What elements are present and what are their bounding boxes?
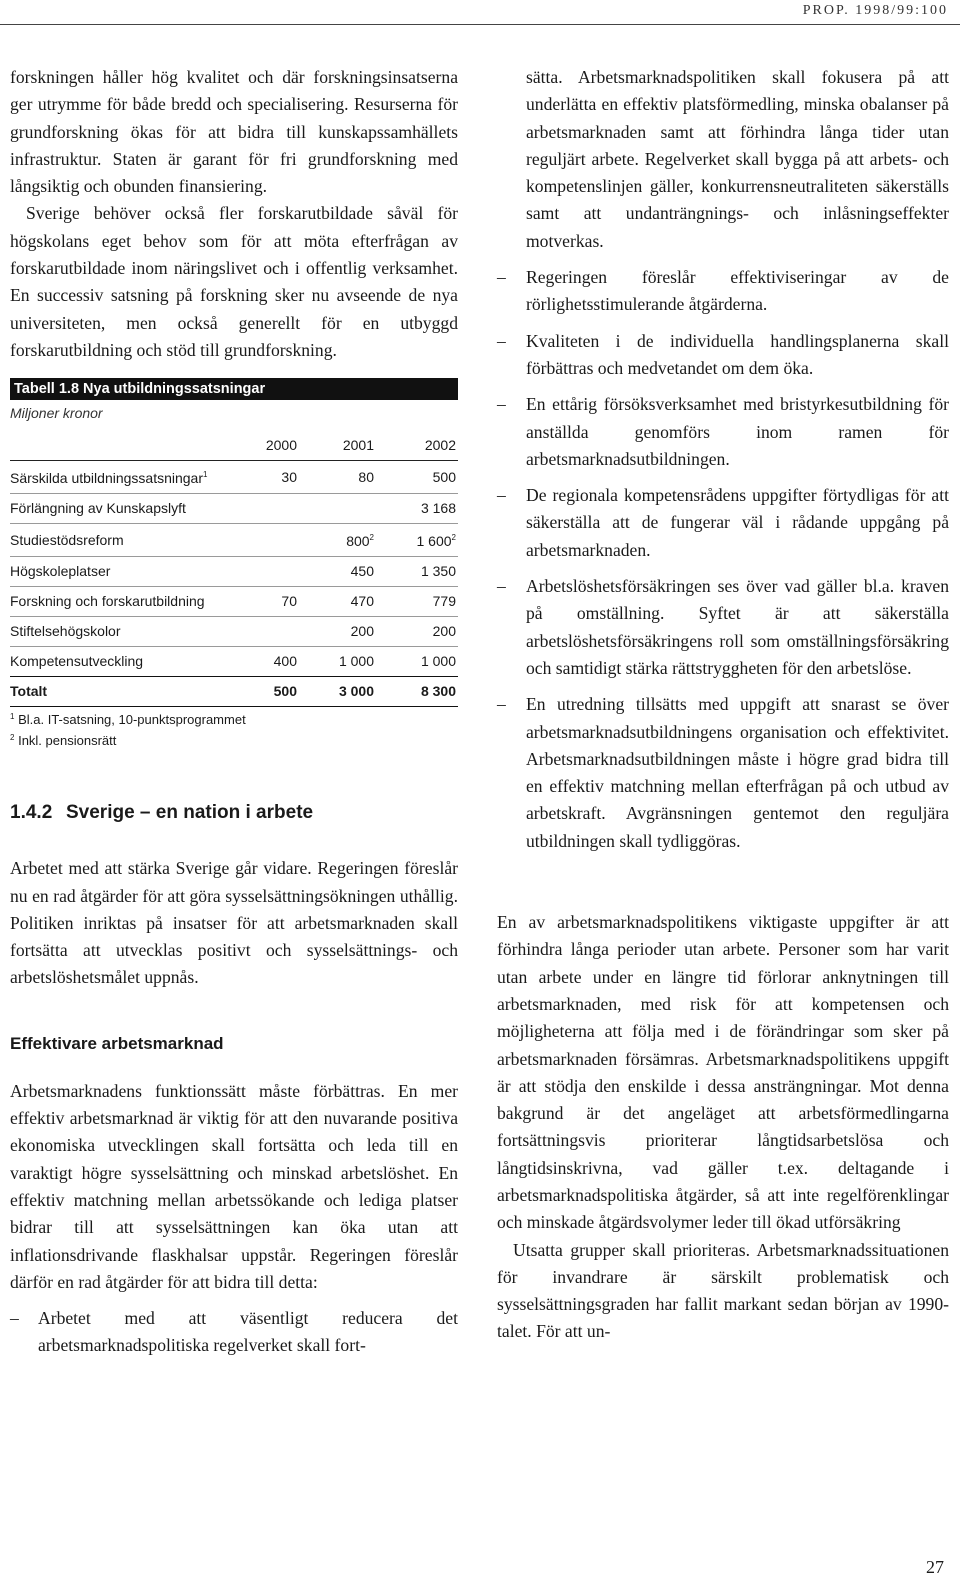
paragraph: Arbetet med att stärka Sverige går vidare. Regeringen föreslår nu en rad åtgärder för att göra sysselsättningsökningen uthållig. Politiken inriktas på insatser för att arbetsmarknaden skall fortsätta att utvecklas positivt och sysselsättnings- och arbetslöshetsmålet uppnås. bbox=[10, 858, 458, 988]
cell-2000: 30 bbox=[281, 468, 297, 485]
table-header-row bbox=[10, 436, 458, 461]
table-row bbox=[10, 524, 458, 557]
cell-2001: 200 bbox=[350, 623, 374, 640]
table-total-row bbox=[10, 677, 458, 707]
total-label: Totalt bbox=[10, 677, 237, 707]
cell-2000 bbox=[237, 557, 299, 587]
cell-2000 bbox=[237, 617, 299, 647]
paragraph: Sverige behöver också fler forskarutbildade såväl för högskolans eget behov som för att möta efterfrågan av forskarutbildade inom näringslivet och i offentlig verksamhet. En successiv satsning på forskning sker nu avseende de nya universiteten, men också generellt för en utbyggd forskarutbildning och stöd till grundforskning. bbox=[10, 203, 458, 360]
bullet-list bbox=[497, 264, 949, 855]
total-2001: 3 000 bbox=[299, 677, 376, 707]
cell-2002: 200 bbox=[432, 623, 456, 640]
dash-icon: – bbox=[497, 267, 506, 288]
paragraph: forskningen håller hög kvalitet och där forskningsinsatserna ger utrymme för både bredd och specialisering. Resurserna för grundforskning ökas för att bidra till kunskapssamhällets infrastruktur. Staten är garant för fri grundforskning med långsiktig och obunden finansiering. bbox=[10, 67, 458, 197]
section-title: Sverige – en nation i arbete bbox=[66, 802, 314, 824]
subheading: Effektivare arbetsmarknad bbox=[10, 1033, 224, 1053]
bullet-item: – Arbetslöshetsförsäkringen ses över vad gäller bl.a. kraven på omställning. Syftet är att säkerställa arbetslöshetsförsäkringens roll som omställningsförsäkring och samtidigt stärka rättstryggheten för den arbetslöse. bbox=[497, 573, 949, 682]
table-row bbox=[10, 617, 458, 647]
column-header: 2002 bbox=[424, 437, 456, 454]
table-row bbox=[10, 461, 458, 494]
header-rule bbox=[0, 24, 960, 25]
section-heading bbox=[10, 801, 458, 825]
left-column bbox=[10, 64, 458, 1369]
cell-2002: 1 350 bbox=[420, 563, 456, 580]
cell-2000 bbox=[237, 524, 299, 557]
cell-2001: $800^2$ bbox=[346, 533, 374, 550]
cell-2000: 400 bbox=[273, 653, 297, 670]
row-label: Särskilda utbildningssatsningar$^1$ bbox=[10, 470, 208, 487]
bullet-item: – Regeringen föreslår effektiviseringar av de rörlighetsstimulerande åtgärderna. bbox=[497, 264, 949, 319]
bullet-continuation: sätta. Arbetsmarknadspolitiken skall fokusera på att underlätta en effektiv platsförmedling, minska obalanser på arbetsmarknaden samt att förhindra långa tider utan reguljärt arbete. Regelverket skall bygga på att arbets- och kompetenslinjen gäller, konkurrensneutraliteten säkerställs samt att undanträngnings- och inlåsningseffekter motverkas. bbox=[526, 67, 949, 251]
cell-2002: 3 168 bbox=[420, 500, 456, 517]
paragraph: Utsatta grupper skall prioriteras. Arbetsmarknadssituationen för invandrare är särskilt problematisk och sysselsättningsgraden har fallit markant sedan början av 1990-talet. För att un- bbox=[497, 1239, 949, 1342]
table-note: $^2$ Inkl. pensionsrätt bbox=[10, 733, 117, 749]
cell-2001: 1 000 bbox=[338, 653, 374, 670]
table-unit: Miljoner kronor bbox=[10, 405, 103, 422]
cell-2001: 470 bbox=[350, 593, 374, 610]
row-label: Kompetensutveckling bbox=[10, 653, 144, 670]
row-label: Förlängning av Kunskapslyft bbox=[10, 500, 186, 517]
row-label: Forskning och forskarutbildning bbox=[10, 593, 205, 610]
column-header: 2000 bbox=[265, 437, 297, 454]
table-note: $^1$ Bl.a. IT-satsning, 10-punktsprogrammet bbox=[10, 712, 246, 728]
paragraph: En av arbetsmarknadspolitikens viktigaste uppgifter är att förhindra långa perioder utan arbete. Personer som har varit utan arbete under en längre tid förlorar anknytningen till arbetsmarknaden, med risk för att kompetensen och möjligheterna att följa med i de förändringar som sker på arbetsmarknaden försämras. Arbetsmarknadspolitikens uppgift är att stödja den enskilde i dessa ansträngningar. Mot denna bakgrund är det angeläget att arbetsförmedlingarna fortsättningsvis prioriterar långtidsarbetslösa och långtidsinskrivna, vad gäller t.ex. deltagande i arbetsmarknadspolitiska åtgärder, så att inte regelförenklingar och minskade åtgärdsvolymer leder till ökad utförsäkring bbox=[497, 912, 949, 1233]
cell-2001: 80 bbox=[358, 468, 374, 485]
table-row bbox=[10, 587, 458, 617]
table-row bbox=[10, 494, 458, 524]
dash-icon: – bbox=[497, 694, 506, 715]
bullet-item: – Kvaliteten i de individuella handlingsplanerna skall förbättras och medvetandet om dem öka. bbox=[497, 328, 949, 383]
cell-2002: 500 bbox=[432, 468, 456, 485]
table-row bbox=[10, 557, 458, 587]
table-row bbox=[10, 647, 458, 677]
table-body bbox=[10, 461, 458, 707]
paragraph: Arbetsmarknadens funktionssätt måste förbättras. En mer effektiv arbetsmarknad är viktig för att den nuvarande positiva ekonomiska utvecklingen skall fortsätta och leda till en varaktigt högre sysselsättning och minskad arbetslöshet. En effektiv matchning mellan arbetssökande och lediga platser bidrar till att sysselsättningen kan öka utan att inflationsdrivande flaskhalsar uppstår. Regeringen föreslår därför en rad åtgärder för att bidra till detta: bbox=[10, 1080, 458, 1292]
cell-2000 bbox=[237, 494, 299, 524]
table-title: Tabell 1.8 Nya utbildningssatsningar bbox=[10, 378, 458, 400]
cell-2000: 70 bbox=[281, 593, 297, 610]
running-header: PROP. 1998/99:100 bbox=[802, 3, 948, 18]
table-1-8 bbox=[10, 378, 458, 749]
bullet-item: – En utredning tillsätts med uppgift att snarast se över arbetsmarknadsutbildningens organisation och effektivitet. Arbetsmarknadsutbildningen måste i högre grad bidra till en effektiv matchning mellan efterfrågan på och utbud av arbetskraft. Avgränsningen gentemot den reguljära utbildningen skall tydliggöras. bbox=[497, 691, 949, 855]
data-table bbox=[10, 436, 458, 707]
bullet-item: – Arbetet med att väsentligt reducera det arbetsmarknadspolitiska regelverket skall fort- bbox=[10, 1305, 458, 1360]
cell-2001 bbox=[299, 494, 376, 524]
dash-icon: – bbox=[497, 576, 506, 597]
section-number: 1.4.2 bbox=[10, 802, 53, 824]
dash-icon: – bbox=[497, 485, 506, 506]
row-label: Studiestödsreform bbox=[10, 531, 124, 548]
column-header: 2001 bbox=[342, 437, 374, 454]
cell-2002: 1 $600^2$ bbox=[416, 533, 456, 550]
dash-icon: – bbox=[497, 394, 506, 415]
dash-icon: – bbox=[10, 1308, 19, 1329]
total-2000: 500 bbox=[237, 677, 299, 707]
bullet-item: – De regionala kompetensrådens uppgifter förtydligas för att säkerställa att de fungerar väl i rådande uppgång på arbetsmarknaden. bbox=[497, 482, 949, 564]
cell-2002: 1 000 bbox=[420, 653, 456, 670]
row-label: Stiftelsehögskolor bbox=[10, 623, 121, 640]
right-column bbox=[497, 64, 949, 1346]
column-header-label bbox=[10, 436, 237, 461]
total-2002: 8 300 bbox=[376, 677, 458, 707]
spacer bbox=[497, 864, 949, 909]
cell-2002: 779 bbox=[432, 593, 456, 610]
bullet-item: – En ettårig försöksverksamhet med bristyrkesutbildning för anställda genomförs inom ramen för arbetsmarknadsutbildningen. bbox=[497, 391, 949, 473]
cell-2001: 450 bbox=[350, 563, 374, 580]
dash-icon: – bbox=[497, 330, 506, 351]
row-label: Högskoleplatser bbox=[10, 563, 111, 580]
page-number: 27 bbox=[926, 1557, 944, 1577]
